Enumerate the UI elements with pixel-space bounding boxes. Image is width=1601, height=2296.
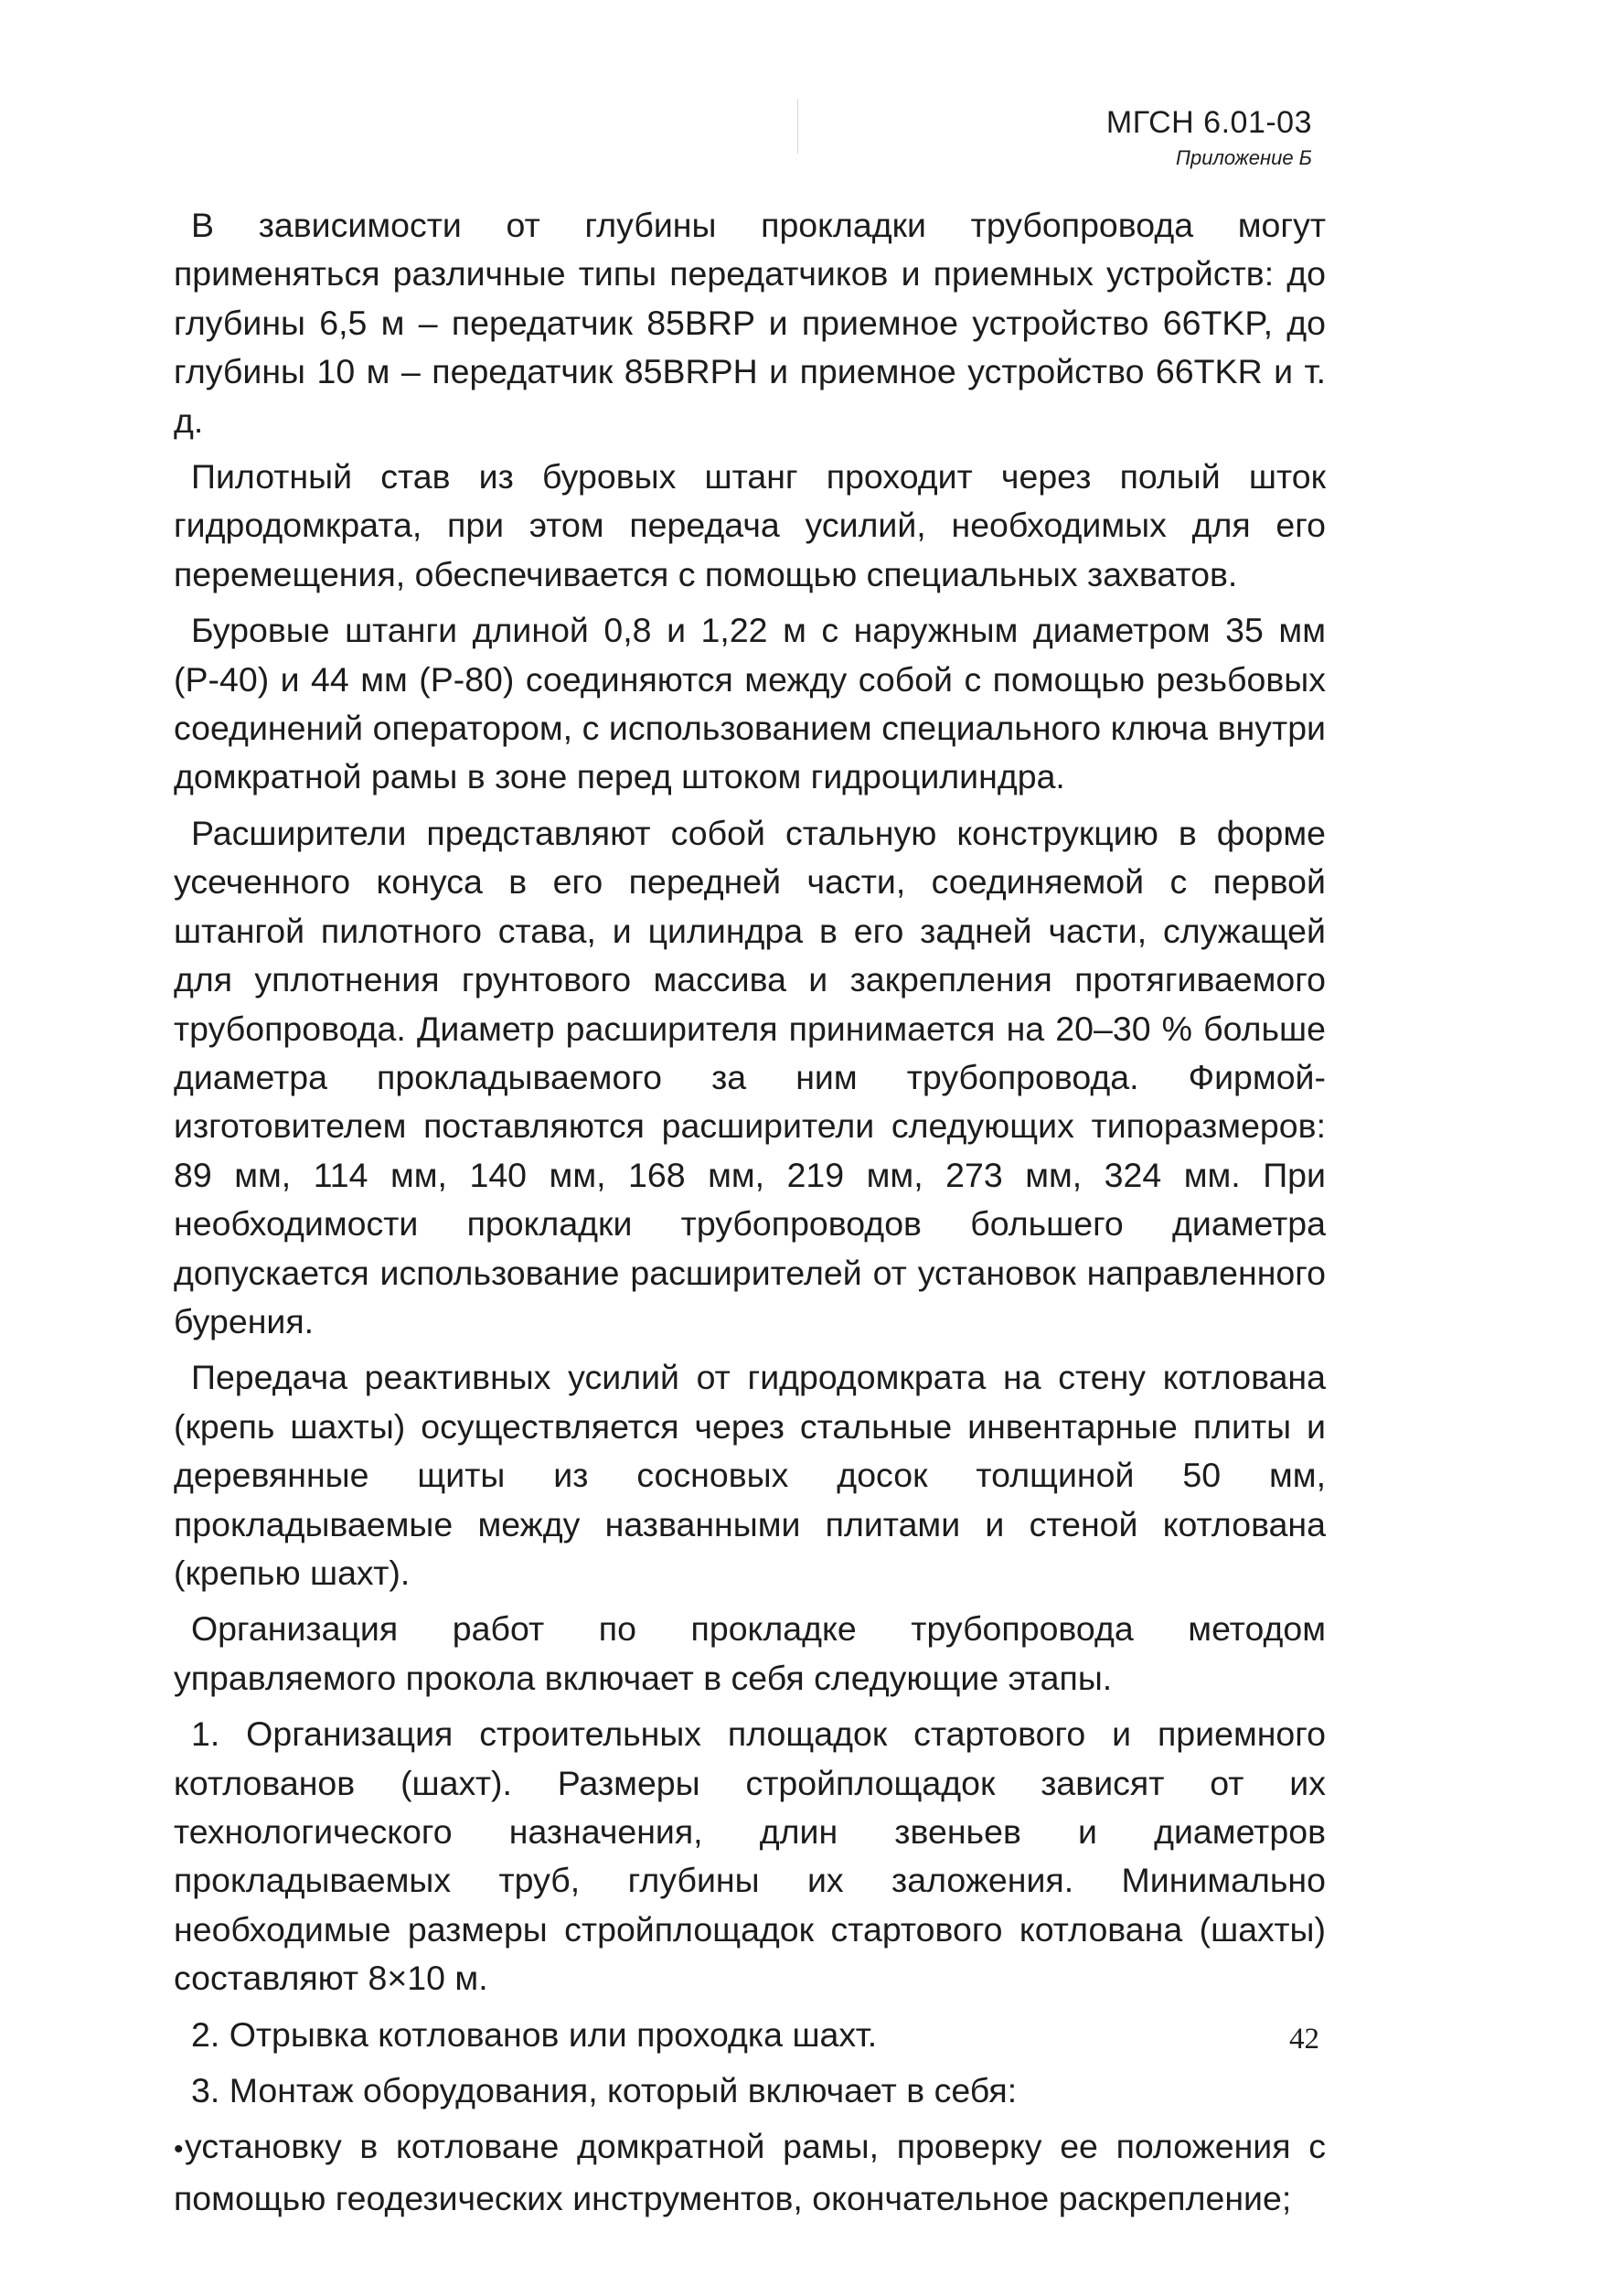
numbered-list-item: 2. Отрывка котлованов или проходка шахт. [191,2014,878,2054]
page-header [1106,102,1312,174]
paragraph: Расширители представляют собой стальную конструкцию в форме усеченного конуса в его передней части, соединяемой с первой штангой пилотного става, и цилиндра в его задней части, служащей для уплотнения грунтового массива и закрепления протягиваемого трубопровода. Диаметр расширителя принимается на 20–30 % больше диаметра прокладываемого за ним трубопровода. Фирмой-изготовителем поставляются расширители следующих типоразмеров: 89 мм, 114 мм, 140 мм, 168 мм, 219 мм, 273 мм, 324 мм. При необходимости прокладки трубопроводов большего диаметра допускается использование расширителей от установок направленного бурения. [174,813,1326,1340]
paragraph: Буровые штанги длиной 0,8 и 1,22 м с наружным диаметром 35 мм (Р-40) и 44 мм (Р-80) соединяются между собой с помощью резьбовых соединений оператором, с использованием специального ключа внутри домкратной рамы в зоне перед штоком гидроцилиндра. [174,611,1326,796]
document-body [174,201,1326,2230]
paragraph: Передача реактивных усилий от гидродомкрата на стену котлована (крепь шахты) осуществляется через стальные инвентарные плиты и деревянные щиты из сосновых досок толщиной 50 мм, прокладываемые между названными плитами и стеной котлована (крепью шахт). [174,1358,1326,1592]
paragraph: Организация работ по прокладке трубопровода методом управляемого прокола включает в себя следующие этапы. [174,1609,1326,1697]
numbered-list-item: 1. Организация строительных площадок стартового и приемного котлованов (шахт). Размеры стройплощадок зависят от их технологического назначения, длин звеньев и диаметров прокладываемых труб, глубины их заложения. Минимально необходимые размеры стройплощадок стартового котлована (шахты) составляют 8×10 м. [174,1714,1326,1998]
paragraph: В зависимости от глубины прокладки трубопровода могут применяться различные типы передатчиков и приемных устройств: до глубины 6,5 м – передатчик 85BRP и приемное устройство 66TKP, до глубины 10 м – передатчик 85BRPH и приемное устройство 66TKR и т. д. [174,206,1326,440]
scan-artifact [797,99,798,154]
appendix-label: Приложение Б [1176,146,1312,169]
page-number: 42 [1289,2023,1319,2056]
bullet-list-item [174,2122,1326,2223]
numbered-list-item: 3. Монтаж оборудования, который включает в себя: [191,2071,1018,2110]
bullet-icon: • [174,2134,184,2165]
paragraph: Пилотный став из буровых штанг проходит через полый шток гидродомкрата, при этом передача усилий, необходимых для его перемещения, обеспечивается с помощью специальных захватов. [174,457,1326,593]
document-code: МГСН 6.01-03 [1105,105,1312,140]
bullet-text: установку в котловане домкратной рамы, проверку ее положения с помощью геодезических инструментов, окончательное раскрепление; [174,2127,1326,2217]
